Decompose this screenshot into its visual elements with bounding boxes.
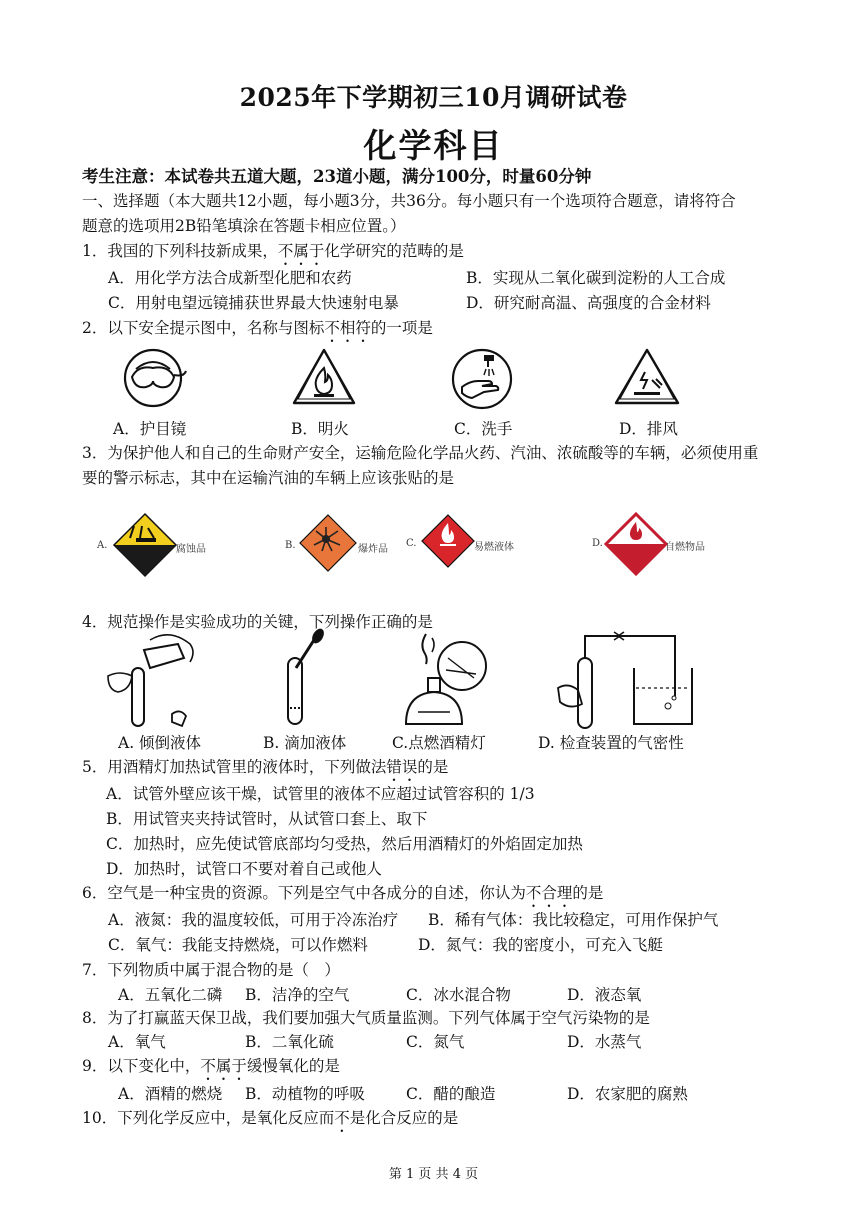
q3-stem-line2: 要的警示标志，其中在运输汽油的车辆上应该张贴的是	[82, 469, 455, 487]
q1-option-d: D．研究耐高温、高强度的合金材料	[466, 294, 711, 312]
q1-stem-post: 化学研究的范畴的是	[324, 242, 464, 260]
q9-stem	[82, 1054, 340, 1084]
q8-stem: 8．为了打赢蓝天保卫战，我们要加强大气质量监测。下列气体属于空气污染物的是	[82, 1009, 650, 1027]
q9-stem-emphasis: 不属于	[200, 1057, 247, 1075]
q6-option-c: C．氧气：我能支持燃烧，可以作燃料	[108, 936, 368, 954]
q3-label-d: 自燃物品	[665, 542, 705, 553]
q4-option-a: A. 倾倒液体	[118, 734, 202, 752]
q1-stem-pre: 1．我国的下列科技新成果，	[82, 242, 278, 260]
q3-letter-d: D.	[592, 538, 603, 549]
q3-stem-line1: 3．为保护他人和自己的生命财产安全，运输危险化学品火药、汽油、浓硫酸等的车辆，必须使用重	[82, 444, 759, 462]
q7-option-d: D．液态氧	[567, 986, 642, 1004]
q1-stem-emphasis: 不属于	[277, 242, 325, 260]
q9-stem-pre: 9．以下变化中，	[82, 1057, 201, 1075]
spontaneous-combustion-sign-icon	[604, 512, 668, 576]
q9-stem-post: 缓慢氧化的是	[246, 1057, 340, 1075]
q5-option-b: B．用试管夹夹持试管时，从试管口套上、取下	[106, 810, 428, 828]
flammable-liquid-sign-icon	[420, 513, 476, 569]
explosive-sign-icon	[298, 513, 358, 573]
q4-stem: 4．规范操作是实验成功的关键，下列操作正确的是	[82, 613, 433, 631]
q3-label-a: 腐蚀品	[176, 544, 206, 555]
q1-option-a: A．用化学方法合成新型化肥和农药	[108, 269, 352, 287]
q2-option-b: B．明火	[291, 420, 349, 438]
q1-stem	[82, 239, 464, 269]
q2-option-c: C．洗手	[454, 420, 513, 438]
q10-stem-pre: 10．下列化学反应中，是氧化反应而	[82, 1109, 335, 1127]
q3-label-b: 爆炸品	[358, 544, 388, 555]
q6-option-d: D．氮气：我的密度小，可充入飞艇	[418, 936, 663, 954]
q4-option-b: B. 滴加液体	[263, 734, 347, 752]
subject-title: 化学科目	[363, 126, 504, 165]
hand-wash-icon	[450, 347, 516, 411]
exam-title: 2025年下学期初三10月调研试卷	[239, 83, 628, 112]
q3-letter-a: A.	[97, 540, 108, 551]
exhaust-fan-icon	[612, 346, 682, 408]
dropper-illustration	[270, 628, 330, 728]
q2-option-d: D．排风	[619, 420, 678, 438]
q4-option-d: D. 检查装置的气密性	[538, 734, 684, 752]
q7-option-a: A．五氧化二磷	[118, 986, 223, 1004]
q5-stem	[82, 755, 448, 785]
section1-intro-line1: 一、选择题（本大题共12小题，每小题3分，共36分。每小题只有一个选项符合题意，请将符合	[82, 192, 736, 210]
q8-option-c: C．氮气	[406, 1033, 465, 1051]
q10-stem	[82, 1106, 458, 1136]
q2-stem-pre: 2．以下安全提示图中，名称与图标	[82, 319, 325, 337]
q5-stem-pre: 5．用酒精灯加热试管里的液体时，下列做法	[82, 758, 387, 776]
q8-option-d: D．水蒸气	[567, 1033, 642, 1051]
q7-stem: 7．下列物质中属于混合物的是（ ）	[82, 961, 340, 979]
q5-option-a: A．试管外壁应该干燥，试管里的液体不应超过试管容积的 1/3	[106, 785, 535, 803]
goggles-icon	[122, 347, 188, 409]
open-flame-icon	[290, 346, 358, 408]
lighting-alcohol-lamp-illustration	[396, 628, 496, 730]
q7-option-b: B．洁净的空气	[245, 986, 350, 1004]
q2-stem-emphasis: 不相符	[324, 319, 371, 337]
airtightness-check-illustration	[550, 628, 700, 730]
q1-option-b: B．实现从二氧化碳到淀粉的人工合成	[466, 269, 726, 287]
candidate-notice: 考生注意：本试卷共五道大题，23道小题，满分100分，时量60分钟	[82, 167, 592, 186]
q5-option-c: C．加热时，应先使试管底部均匀受热，然后用酒精灯的外焰固定加热	[106, 835, 583, 853]
q2-option-a: A．护目镜	[113, 420, 187, 438]
q5-stem-emphasis: 错误	[386, 758, 418, 776]
q3-letter-b: B.	[285, 540, 296, 551]
q9-option-b: B．动植物的呼吸	[245, 1085, 365, 1103]
corrosive-sign-icon	[112, 512, 178, 578]
q4-option-c: C.点燃酒精灯	[392, 734, 486, 752]
q5-stem-post: 的是	[417, 758, 449, 776]
q6-stem	[82, 881, 603, 911]
q6-stem-post: 的是	[572, 884, 604, 902]
q9-option-a: A．酒精的燃烧	[118, 1085, 223, 1103]
q6-stem-pre: 6．空气是一种宝贵的资源。下列是空气中各成分的自述，你认为	[82, 884, 526, 902]
q3-label-c: 易燃液体	[474, 542, 514, 553]
q2-stem	[82, 316, 433, 346]
section1-intro-line2: 题意的选项用2B铅笔填涂在答题卡相应位置。）	[82, 217, 406, 235]
q3-letter-c: C.	[406, 538, 417, 549]
q5-option-d: D．加热时，试管口不要对着自己或他人	[106, 860, 382, 878]
q6-option-a: A．液氮：我的温度较低，可用于冷冻治疗	[108, 911, 399, 929]
q10-stem-post: 是化合反应的是	[349, 1109, 459, 1127]
q7-option-c: C．冰水混合物	[406, 986, 511, 1004]
q2-stem-post: 的一项是	[370, 319, 433, 337]
q8-option-b: B．二氧化硫	[245, 1033, 334, 1051]
pour-liquid-illustration	[100, 630, 210, 730]
q6-option-b: B．稀有气体：我比较稳定，可用作保护气	[428, 911, 719, 929]
page-number: 第 1 页 共 4 页	[388, 1167, 479, 1182]
q9-option-c: C．醋的酿造	[406, 1085, 496, 1103]
q10-stem-emphasis: 不	[334, 1109, 350, 1127]
q1-option-c: C．用射电望远镜捕获世界最大快速射电暴	[108, 294, 399, 312]
q8-option-a: A．氧气	[108, 1033, 166, 1051]
q6-stem-emphasis: 不合理	[525, 884, 573, 902]
q9-option-d: D．农家肥的腐熟	[567, 1085, 688, 1103]
